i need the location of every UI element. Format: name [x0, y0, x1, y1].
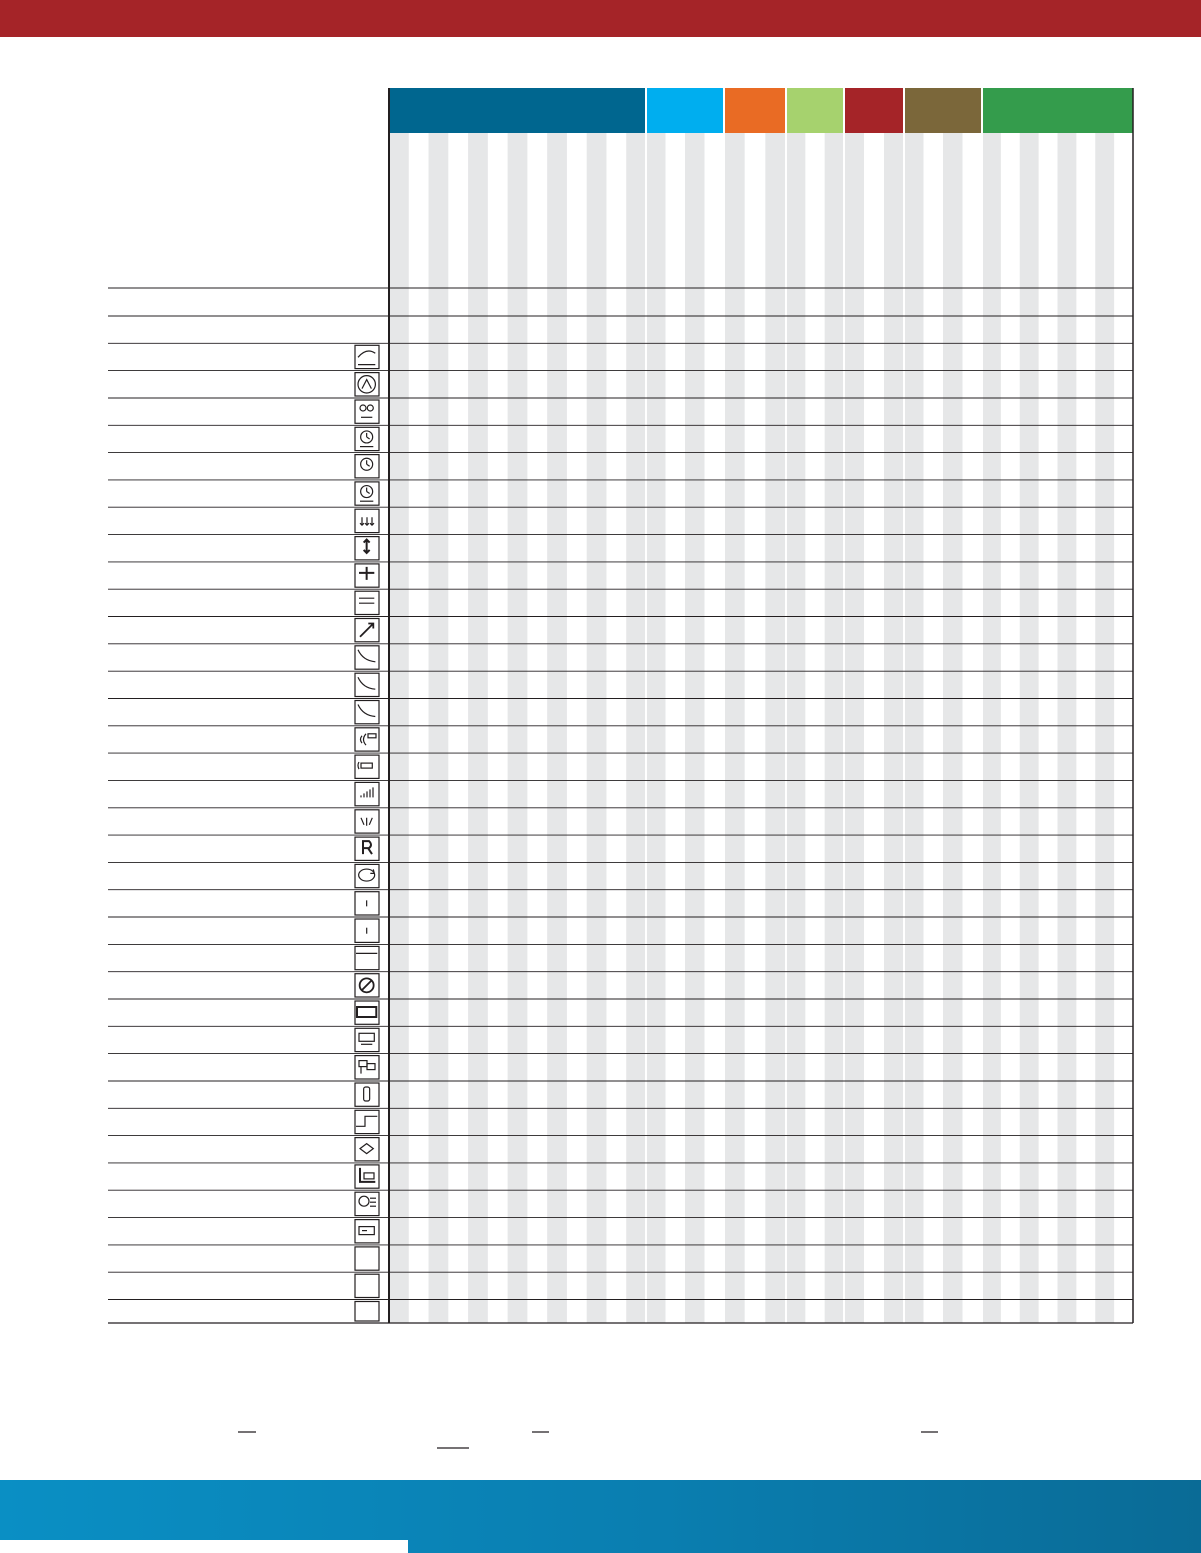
- icon-frame: [355, 400, 379, 423]
- restart-icon: [355, 837, 379, 860]
- fresh-air-icon: [355, 1192, 379, 1215]
- icon-frame: [355, 1274, 379, 1297]
- bar-icon: [355, 919, 379, 942]
- sensor-icon: [355, 1083, 379, 1106]
- column-stripe: [943, 133, 963, 1323]
- column-stripe: [547, 133, 567, 1323]
- column-stripe: [646, 133, 666, 1323]
- low-noise-outdoor-icon: [355, 782, 379, 805]
- corner-icon: [355, 1110, 379, 1133]
- blank-icon: [355, 1274, 379, 1297]
- energy-star-icon: [355, 345, 379, 368]
- column-stripe: [389, 133, 409, 1323]
- column-stripe: [825, 133, 844, 1323]
- air-direction-icon: [355, 810, 379, 833]
- icon-frame: [355, 1165, 379, 1188]
- column-stripe: [429, 133, 449, 1323]
- ion-icon: [355, 400, 379, 423]
- group-header-band: [982, 88, 1133, 133]
- group-header-band: [646, 88, 724, 133]
- icon-frame: [355, 646, 379, 669]
- icon-frame: [355, 1247, 379, 1270]
- column-stripe: [1020, 133, 1039, 1323]
- icon-frame: [355, 673, 379, 696]
- column-stripe: [468, 133, 488, 1323]
- column-stripe: [626, 133, 646, 1323]
- sleep-timer-icon: [355, 427, 379, 450]
- icon-frame: [355, 1302, 379, 1322]
- icon-frame: [355, 1138, 379, 1161]
- wired-remote-icon: [355, 1056, 379, 1079]
- economy-icon: [355, 673, 379, 696]
- blank-icon: [355, 1302, 379, 1322]
- saving-icon: [355, 701, 379, 724]
- line-icon: [355, 946, 379, 969]
- icon-frame: [355, 1192, 379, 1215]
- group-header-band: [904, 88, 982, 133]
- heat-icon: [355, 646, 379, 669]
- display-icon: [355, 1220, 379, 1243]
- timer-icon: [355, 455, 379, 478]
- double-swing-icon: [355, 564, 379, 587]
- footnote-marks: [0, 1420, 1201, 1460]
- icon-frame: [355, 946, 379, 969]
- up-down-swing-icon: [355, 537, 379, 560]
- panel-icon: [355, 1001, 379, 1024]
- icon-frame: [355, 701, 379, 724]
- pipe-icon: [355, 1165, 379, 1188]
- column-stripe: [884, 133, 904, 1323]
- icon-frame: [355, 728, 379, 751]
- no-symbol-icon: [355, 974, 379, 997]
- quiet-wave-icon: [355, 728, 379, 751]
- column-stripe: [844, 133, 864, 1323]
- filter-icon: [355, 1138, 379, 1161]
- group-header-band: [786, 88, 844, 133]
- column-stripe: [724, 133, 745, 1323]
- adjust-louver-icon: [355, 591, 379, 614]
- weekly-timer-icon: [355, 482, 379, 505]
- auto-changeover-icon: [355, 864, 379, 887]
- column-stripe: [765, 133, 786, 1323]
- drain-icon: [355, 1028, 379, 1051]
- column-stripe: [1095, 133, 1114, 1323]
- low-noise-indoor-icon: [355, 755, 379, 778]
- af-icon: [355, 373, 379, 396]
- column-stripe: [508, 133, 528, 1323]
- column-stripe: [685, 133, 705, 1323]
- bar-icon: [355, 892, 379, 915]
- footnote-marks-graphic: [0, 1420, 1201, 1460]
- airflow-down-icon: [355, 509, 379, 532]
- blank-icon: [355, 1247, 379, 1270]
- icon-frame: [355, 1110, 379, 1133]
- column-stripe: [587, 133, 607, 1323]
- column-stripe: [904, 133, 924, 1323]
- column-stripe: [982, 133, 1001, 1323]
- column-stripe: [786, 133, 805, 1323]
- group-header-band: [724, 88, 786, 133]
- group-header-band: [844, 88, 904, 133]
- bottom-tab: [0, 1540, 408, 1553]
- turbo-icon: [355, 619, 379, 642]
- group-header-band: [389, 88, 646, 133]
- column-stripe: [1058, 133, 1077, 1323]
